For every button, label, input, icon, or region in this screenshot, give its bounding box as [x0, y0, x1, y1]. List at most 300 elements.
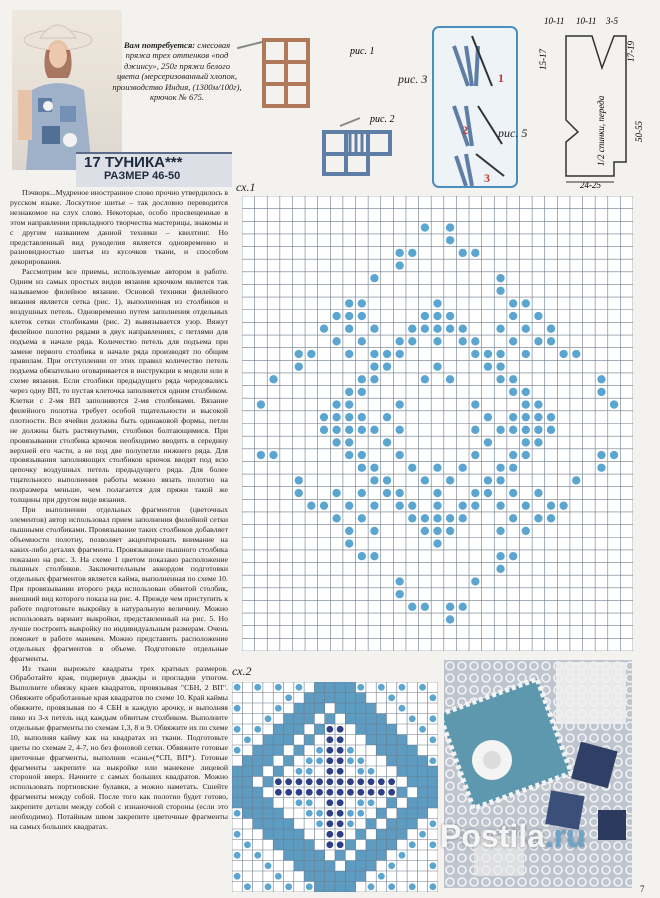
chart-2-stitch-dot: [337, 736, 344, 743]
chart-2-filled-cell: [356, 703, 366, 714]
chart-2-filled-cell: [304, 840, 314, 851]
watermark-brand: Postila: [440, 818, 545, 854]
chart-1-stitch-dot: [358, 312, 366, 320]
chart-2-stitch-dot: [357, 799, 364, 806]
chart-2-stitch-dot: [337, 810, 344, 817]
chart-1-stitch-dot: [395, 249, 403, 257]
chart-1-stitch-dot: [509, 489, 517, 497]
chart-2-stitch-dot: [347, 747, 354, 754]
chart-2-filled-cell: [356, 724, 366, 735]
chart-2-filled-cell: [397, 829, 407, 840]
chart-1-stitch-dot: [332, 312, 340, 320]
chart-1-filet-grid: [242, 196, 633, 651]
chart-2-filled-cell: [366, 840, 376, 851]
chart-2-stitch-dot: [378, 684, 385, 691]
chart-1-stitch-dot: [471, 426, 479, 434]
chart-2-filled-cell: [397, 819, 407, 830]
chart-2-stitch-dot: [399, 684, 406, 691]
chart-1-stitch-dot: [534, 312, 542, 320]
chart-1-stitch-dot: [433, 514, 441, 522]
chart-2-stitch-dot: [368, 778, 375, 785]
chart-2-filled-cell: [407, 756, 417, 767]
chart-2-stitch-dot: [326, 789, 333, 796]
chart-1-stitch-dot: [421, 527, 429, 535]
page-number: 7: [640, 884, 645, 894]
chart-1-stitch-dot: [446, 325, 454, 333]
chart-2-filled-cell: [325, 861, 335, 872]
chart-1-stitch-dot: [509, 413, 517, 421]
chart-1-stitch-dot: [484, 476, 492, 484]
chart-2-stitch-dot: [388, 862, 395, 869]
chart-2-filled-cell: [428, 777, 438, 788]
chart-2-filled-cell: [314, 693, 324, 704]
chart-2-filled-cell: [325, 693, 335, 704]
chart-1-stitch-dot: [459, 325, 467, 333]
chart-2-stitch-dot: [347, 789, 354, 796]
model-photo: [12, 10, 122, 170]
chart-2-filled-cell: [397, 766, 407, 777]
chart-2-filled-cell: [407, 777, 417, 788]
chart-1-stitch-dot: [370, 501, 378, 509]
chart-2-filled-cell: [335, 850, 345, 861]
chart-2-stitch-dot: [234, 726, 241, 733]
chart-2-stitch-dot: [306, 789, 313, 796]
chart-2-stitch-dot: [296, 789, 303, 796]
chart-1-stitch-dot: [459, 337, 467, 345]
chart-1-stitch-dot: [459, 501, 467, 509]
chart-2-filled-cell: [335, 871, 345, 882]
chart-1-stitch-dot: [370, 426, 378, 434]
chart-2-stitch-dot: [326, 831, 333, 838]
chart-1-stitch-dot: [522, 426, 530, 434]
chart-2-filled-cell: [345, 682, 355, 693]
pattern-left-label: 15-17: [538, 49, 548, 70]
chart-2-filled-cell: [356, 850, 366, 861]
chart-1-stitch-dot: [496, 325, 504, 333]
chart-2-stitch-dot: [357, 810, 364, 817]
chart-1-stitch-dot: [484, 362, 492, 370]
chart-2-stitch-dot: [275, 684, 282, 691]
chart-1-stitch-dot: [509, 337, 517, 345]
chart-2-filled-cell: [304, 693, 314, 704]
chart-2-filled-cell: [294, 714, 304, 725]
chart-2-stitch-dot: [234, 831, 241, 838]
chart-2-filled-cell: [294, 861, 304, 872]
chart-2-filled-cell: [397, 745, 407, 756]
chart-2-filled-cell: [284, 819, 294, 830]
chart-2-filled-cell: [284, 714, 294, 725]
chart-1-stitch-dot: [459, 464, 467, 472]
chart-2-filled-cell: [242, 787, 252, 798]
chart-2-stitch-dot: [285, 694, 292, 701]
chart-1-stitch-dot: [459, 249, 467, 257]
step-3-number: 3: [484, 171, 490, 185]
chart-2-filled-cell: [397, 787, 407, 798]
chart-1-stitch-dot: [597, 388, 605, 396]
chart-2-stitch-dot: [368, 799, 375, 806]
chart-1-stitch-dot: [395, 337, 403, 345]
chart-2-filled-cell: [273, 745, 283, 756]
chart-1-stitch-dot: [370, 552, 378, 560]
chart-1-stitch-dot: [509, 464, 517, 472]
chart-2-filled-cell: [376, 850, 386, 861]
chart-2-stitch-dot: [409, 715, 416, 722]
chart-1-stitch-dot: [471, 400, 479, 408]
chart-2-stitch-dot: [399, 852, 406, 859]
chart-2-stitch-dot: [326, 810, 333, 817]
pattern-right-label-1: 17-19: [626, 41, 636, 62]
chart-2-stitch-dot: [285, 789, 292, 796]
chart-1-stitch-dot: [597, 451, 605, 459]
chart-2-stitch-dot: [275, 778, 282, 785]
chart-2-stitch-dot: [337, 768, 344, 775]
chart-2-filled-cell: [263, 745, 273, 756]
chart-1-stitch-dot: [433, 362, 441, 370]
chart-1-stitch-dot: [522, 388, 530, 396]
chart-2-stitch-dot: [419, 684, 426, 691]
chart-2-stitch-dot: [244, 841, 251, 848]
chart-2-filled-cell: [232, 766, 242, 777]
chart-2-filled-cell: [407, 798, 417, 809]
chart-2-stitch-dot: [326, 799, 333, 806]
chart-1-stitch-dot: [547, 426, 555, 434]
chart-1-stitch-dot: [257, 400, 265, 408]
chart-2-stitch-dot: [265, 715, 272, 722]
chart-2-stitch-dot: [399, 705, 406, 712]
chart-1-stitch-dot: [269, 375, 277, 383]
chart-2-label: сх.2: [232, 664, 252, 678]
chart-1-stitch-dot: [534, 426, 542, 434]
chart-2-filled-cell: [304, 850, 314, 861]
chart-1-stitch-dot: [269, 451, 277, 459]
chart-1-stitch-dot: [320, 325, 328, 333]
chart-2-stitch-dot: [296, 768, 303, 775]
chart-1-stitch-dot: [358, 299, 366, 307]
chart-1-label-wrap: [236, 178, 256, 196]
chart-1-stitch-dot: [370, 362, 378, 370]
chart-1-stitch-dot: [370, 350, 378, 358]
chart-2-filled-cell: [387, 798, 397, 809]
chart-1-stitch-dot: [534, 413, 542, 421]
chart-2-stitch-dot: [296, 799, 303, 806]
chart-1-stitch-dot: [496, 350, 504, 358]
chart-2-filled-cell: [376, 745, 386, 756]
chart-1-stitch-dot: [496, 501, 504, 509]
paragraph: Пэчворк...Мудреное иностранное слово прочно утвердилось в русском языке. Лоскутное шитье – так дословно переводится незнакомое на слух слово. Некоторые, особо просвещенные в этом направлении прикладного творчества мастерицы, знакомы и с другим названием данной техники – квилтинг. Но представленный вид рукоделия является одновременно и разновидностью шитья из кусочков ткани, и способом декорирования.: [10, 188, 228, 267]
chart-2-filled-cell: [376, 714, 386, 725]
chart-2-stitch-dot: [296, 684, 303, 691]
chart-1-stitch-dot: [408, 501, 416, 509]
chart-2-stitch-dot: [337, 789, 344, 796]
chart-1-stitch-dot: [496, 362, 504, 370]
chart-1-stitch-dot: [534, 489, 542, 497]
chart-2-stitch-dot: [429, 757, 436, 764]
chart-2-filled-cell: [314, 882, 324, 893]
chart-2-stitch-dot: [254, 684, 261, 691]
chart-2-filled-cell: [417, 766, 427, 777]
chart-2-filled-cell: [242, 766, 252, 777]
chart-2-stitch-dot: [337, 747, 344, 754]
chart-1-stitch-dot: [345, 413, 353, 421]
chart-1-stitch-dot: [370, 476, 378, 484]
chart-2-filled-cell: [356, 693, 366, 704]
chart-2-stitch-dot: [316, 778, 323, 785]
chart-2-stitch-dot: [316, 789, 323, 796]
chart-2-filled-cell: [314, 850, 324, 861]
chart-1-stitch-dot: [433, 299, 441, 307]
chart-2-filled-cell: [304, 861, 314, 872]
chart-2-stitch-dot: [316, 757, 323, 764]
chart-2-stitch-dot: [326, 757, 333, 764]
chart-2-filled-cell: [325, 714, 335, 725]
chart-2-filled-cell: [356, 829, 366, 840]
chart-2-filled-cell: [325, 682, 335, 693]
chart-1-stitch-dot: [383, 476, 391, 484]
chart-2-stitch-dot: [244, 736, 251, 743]
chart-1-stitch-dot: [395, 590, 403, 598]
chart-2-filled-cell: [314, 703, 324, 714]
chart-2-stitch-dot: [429, 736, 436, 743]
chart-1-stitch-dot: [320, 413, 328, 421]
chart-2-stitch-dot: [326, 726, 333, 733]
chart-2-filled-cell: [242, 808, 252, 819]
model-title: 17 ТУНИКА***: [84, 154, 183, 171]
chart-1-stitch-dot: [547, 501, 555, 509]
chart-1-stitch-dot: [547, 337, 555, 345]
chart-2-filled-cell: [356, 714, 366, 725]
chart-2-stitch-dot: [326, 768, 333, 775]
chart-1-stitch-dot: [395, 501, 403, 509]
pattern-top-label-1: 10-11: [544, 16, 565, 26]
chart-2-stitch-dot: [337, 799, 344, 806]
chart-2-stitch-dot: [234, 852, 241, 859]
chart-2-filled-cell: [294, 745, 304, 756]
chart-1-stitch-dot: [559, 501, 567, 509]
chart-2-stitch-dot: [234, 873, 241, 880]
paragraph: При выполнении отдельных фрагментов (цветочных элементов) автор использовал прием заполнения филейной сетки пышными столбиками. Провязывание таких столбиков добавляет объемности полотну, позволяет акцентировать внимание на каких-либо деталях фрагмента. Провязывание пышного столбика показано на рис. 3. На схеме 1 цветом показано расположение пышных столбиков. Заключительным аккордом подготовки отдельных фрагментов является кайма, выполненная по схеме 10. При провязывании второго ряда использован обвитой столбик, внешний вид которого показа на рис. 4. Прежде чем приступить к работе подготовьте выкройку в натуральную величину. Можно использовать вариант выкройки, представленный на рис. 5. Но лучше построить выкройку по индивидуальным размерам. Очень поможет в работе манекен. Можно представить расположение отдельных фрагментов в объеме. Подготовьте отдельные фрагменты.: [10, 505, 228, 663]
chart-1-stitch-dot: [358, 337, 366, 345]
chart-1-stitch-dot: [421, 325, 429, 333]
chart-1-stitch-dot: [345, 312, 353, 320]
chart-1-stitch-dot: [509, 375, 517, 383]
fig3-label-wrap: [398, 70, 427, 88]
chart-1-stitch-dot: [471, 249, 479, 257]
chart-2-stitch-dot: [306, 768, 313, 775]
chart-2-filled-cell: [345, 882, 355, 893]
chart-1-stitch-dot: [307, 501, 315, 509]
fig2-label: рис. 2: [370, 114, 395, 125]
chart-2-stitch-dot: [347, 778, 354, 785]
chart-1-stitch-dot: [345, 426, 353, 434]
chart-1-stitch-dot: [522, 325, 530, 333]
chart-2-stitch-dot: [357, 684, 364, 691]
chart-2-stitch-dot: [234, 810, 241, 817]
chart-2-filled-cell: [428, 766, 438, 777]
chart-2-filled-cell: [284, 756, 294, 767]
chart-2-stitch-dot: [409, 883, 416, 890]
chart-2-filled-cell: [376, 735, 386, 746]
chart-1-stitch-dot: [358, 413, 366, 421]
chart-1-stitch-dot: [597, 375, 605, 383]
chart-2-stitch-dot: [337, 757, 344, 764]
chart-1-stitch-dot: [345, 350, 353, 358]
chart-1-stitch-dot: [345, 388, 353, 396]
chart-1-stitch-dot: [496, 476, 504, 484]
chart-2-stitch-dot: [234, 747, 241, 754]
chart-2-filled-cell: [417, 787, 427, 798]
chart-1-stitch-dot: [408, 249, 416, 257]
chart-1-stitch-dot: [358, 464, 366, 472]
chart-1-stitch-dot: [509, 451, 517, 459]
chart-2-filled-cell: [376, 808, 386, 819]
chart-1-stitch-dot: [295, 362, 303, 370]
chart-2-filled-cell: [273, 735, 283, 746]
chart-2-filled-cell: [387, 840, 397, 851]
chart-1-stitch-dot: [383, 438, 391, 446]
chart-2-stitch-dot: [347, 820, 354, 827]
chart-2-filled-cell: [294, 840, 304, 851]
chart-1-stitch-dot: [408, 514, 416, 522]
chart-1-stitch-dot: [332, 413, 340, 421]
chart-2-filled-cell: [387, 735, 397, 746]
step-2-number: 2: [462, 123, 468, 137]
chart-2-filled-cell: [284, 840, 294, 851]
chart-2-stitch-dot: [326, 736, 333, 743]
postila-watermark: [440, 818, 586, 855]
chart-2-stitch-dot: [388, 789, 395, 796]
chart-1-stitch-dot: [383, 413, 391, 421]
chart-2-filled-cell: [366, 861, 376, 872]
chart-2-filled-cell: [253, 745, 263, 756]
chart-2-filled-cell: [294, 703, 304, 714]
chart-1-stitch-dot: [433, 539, 441, 547]
chart-2-stitch-dot: [285, 883, 292, 890]
chart-1-stitch-dot: [358, 388, 366, 396]
chart-2-filled-cell: [253, 808, 263, 819]
chart-1-stitch-dot: [395, 489, 403, 497]
chart-2-stitch-dot: [306, 799, 313, 806]
chart-2-filled-cell: [273, 808, 283, 819]
chart-2-filled-cell: [325, 882, 335, 893]
chart-1-stitch-dot: [433, 464, 441, 472]
chart-2-stitch-dot: [326, 820, 333, 827]
chart-1-stitch-dot: [496, 287, 504, 295]
chart-1-stitch-dot: [522, 527, 530, 535]
chart-2-filled-cell: [407, 808, 417, 819]
chart-1-stitch-dot: [471, 501, 479, 509]
chart-2-filled-cell: [273, 829, 283, 840]
chart-1-stitch-dot: [446, 375, 454, 383]
chart-1-stitch-dot: [295, 489, 303, 497]
chart-2-filled-cell: [345, 714, 355, 725]
chart-1-stitch-dot: [358, 552, 366, 560]
chart-2-filet-grid: [232, 682, 438, 892]
chart-1-stitch-dot: [446, 615, 454, 623]
chart-2-stitch-dot: [337, 831, 344, 838]
chart-2-stitch-dot: [429, 883, 436, 890]
chart-1-stitch-dot: [295, 350, 303, 358]
chart-2-stitch-dot: [326, 778, 333, 785]
chart-2-stitch-dot: [296, 778, 303, 785]
chart-2-filled-cell: [345, 871, 355, 882]
chart-2-filled-cell: [263, 808, 273, 819]
chart-2-filled-cell: [253, 756, 263, 767]
chart-1-stitch-dot: [332, 337, 340, 345]
fig3-label: рис. 3: [398, 72, 428, 86]
chart-2-filled-cell: [376, 724, 386, 735]
chart-2-filled-cell: [366, 724, 376, 735]
chart-2-filled-cell: [304, 703, 314, 714]
chart-2-filled-cell: [284, 850, 294, 861]
chart-2-stitch-dot: [368, 789, 375, 796]
chart-2-filled-cell: [263, 819, 273, 830]
chart-2-stitch-dot: [234, 684, 241, 691]
figure-1-mesh-illustration: [238, 40, 308, 106]
chart-1-stitch-dot: [395, 261, 403, 269]
chart-1-stitch-dot: [345, 299, 353, 307]
chart-1-stitch-dot: [496, 464, 504, 472]
chart-1-stitch-dot: [332, 438, 340, 446]
chart-1-stitch-dot: [408, 325, 416, 333]
chart-2-stitch-dot: [388, 883, 395, 890]
chart-2-stitch-dot: [316, 747, 323, 754]
chart-1-stitch-dot: [471, 350, 479, 358]
chart-2-stitch-dot: [347, 757, 354, 764]
chart-2-filled-cell: [294, 724, 304, 735]
chart-1-stitch-dot: [332, 489, 340, 497]
chart-2-filled-cell: [263, 777, 273, 788]
chart-1-stitch-dot: [559, 350, 567, 358]
pattern-bottom-label: 24-25: [580, 180, 601, 190]
chart-2-filled-cell: [407, 745, 417, 756]
chart-1-stitch-dot: [421, 312, 429, 320]
chart-1-stitch-dot: [484, 350, 492, 358]
chart-2-stitch-dot: [429, 694, 436, 701]
chart-1-stitch-dot: [257, 451, 265, 459]
chart-1-stitch-dot: [522, 299, 530, 307]
chart-2-stitch-dot: [429, 841, 436, 848]
chart-1-stitch-dot: [383, 489, 391, 497]
chart-2-stitch-dot: [326, 747, 333, 754]
chart-2-stitch-dot: [429, 862, 436, 869]
chart-2-filled-cell: [284, 735, 294, 746]
paragraph: Из ткани вырежьте квадраты трех кратных размеров. Обработайте края, подвернув дважды и прогладив утюгом. Выполните обвязку краев квадратов, провязывая "СБН, 2 ВП". Обвяжите обработанные края квадратов по схеме 10. Край каймы обвяжите, провязывая по 4 СБН в каждую арочку, и выполняя пико из 3-х петель над каждым обвитым столбиком. Выполните отдельные фрагменты по схемам 1,3, 8 и 9. Обвяжите их по схеме 10, выполняя кайму как на квадратах из ткани. Подготовьте цветы по схемам 2, 4-7, но без фоновой сетки. Обвяжите готовые цветочные фрагменты, выполнив «сань»(*СП, ВП*). Готовые фрагменты закрепите на выкройке или манекене лицевой стороной вверх. Начните с самых больших квадратов. Можно использовать портновские булавки, а можно наметать. Сшейте фрагменты между собой. После того как полотно будет готово, закрепите детали между собой с изнаночной стороны (если это необходимо). Потайным швом закрепите цветочные фрагменты на самых больших квадратах.: [10, 663, 228, 831]
chart-2-stitch-dot: [419, 726, 426, 733]
chart-2-filled-cell: [335, 693, 345, 704]
materials-block: [112, 40, 242, 102]
chart-1-stitch-dot: [358, 514, 366, 522]
chart-1-stitch-dot: [446, 223, 454, 231]
chart-2-stitch-dot: [378, 789, 385, 796]
chart-2-filled-cell: [304, 735, 314, 746]
chart-2-stitch-dot: [285, 778, 292, 785]
chart-1-stitch-dot: [320, 501, 328, 509]
chart-2-stitch-dot: [244, 883, 251, 890]
crochet-mesh-figures: [232, 30, 422, 180]
chart-1-stitch-dot: [522, 501, 530, 509]
chart-1-stitch-dot: [484, 438, 492, 446]
chart-2-stitch-dot: [306, 778, 313, 785]
chart-1-stitch-dot: [345, 539, 353, 547]
chart-1-stitch-dot: [522, 438, 530, 446]
fig5-label-wrap: [498, 124, 527, 142]
chart-2-filled-cell: [273, 724, 283, 735]
chart-2-filled-cell: [387, 756, 397, 767]
chart-2-stitch-dot: [357, 768, 364, 775]
chart-1-stitch-dot: [496, 552, 504, 560]
chart-1-stitch-dot: [358, 375, 366, 383]
chart-1-stitch-dot: [471, 489, 479, 497]
